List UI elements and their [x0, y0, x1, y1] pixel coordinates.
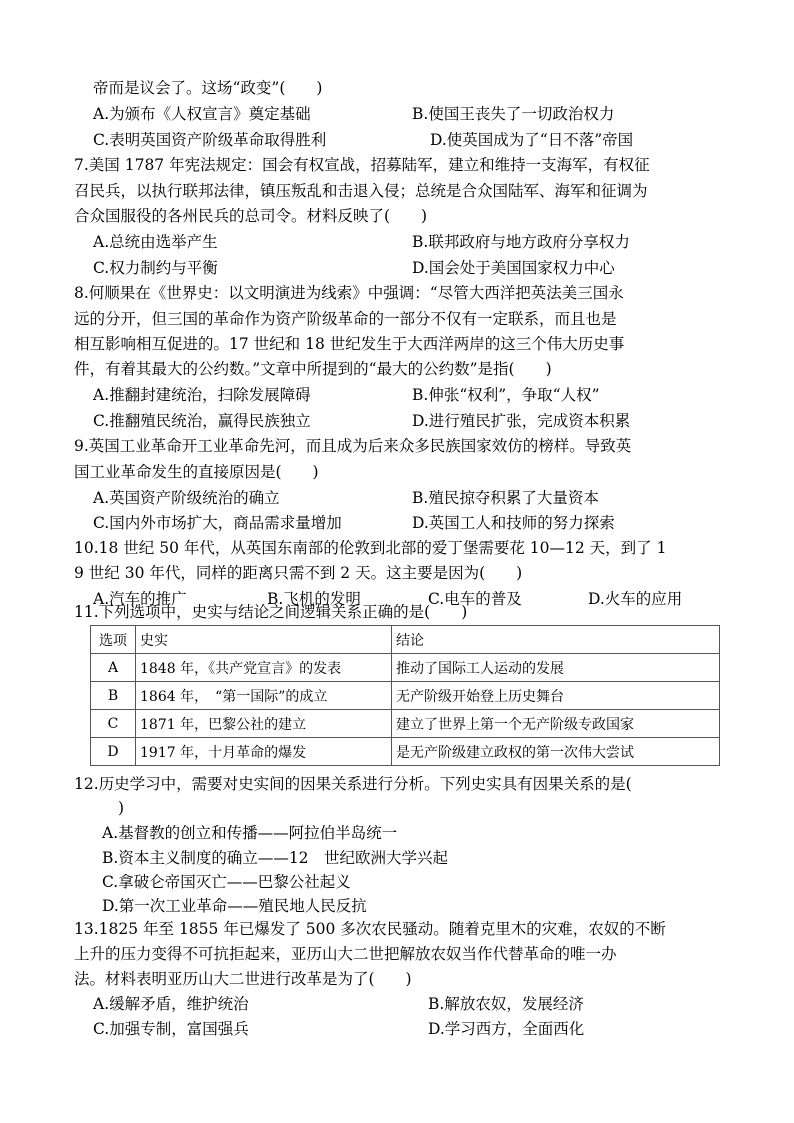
table-cell-option: B: [91, 682, 136, 710]
q7-option-b[interactable]: B.联邦政府与地方政府分享权力: [412, 233, 630, 251]
table-cell-fact: 1917 年，十月革命的爆发: [136, 738, 392, 766]
q12-stem-line-2: ): [118, 799, 125, 817]
table-header-cell: 结论: [392, 626, 720, 654]
table-cell-option: A: [91, 654, 136, 682]
q12-option-c[interactable]: C.拿破仑帝国灭亡——巴黎公社起义: [102, 873, 351, 891]
table-header-cell: 选项: [91, 626, 136, 654]
q8-stem-line-4: 件，有着其最大的公约数。”文章中所提到的“最大的公约数”是指( ): [74, 360, 552, 378]
table-row[interactable]: [91, 738, 720, 766]
q13-stem-line-2: 上升的压力变得不可抗拒起来，亚历山大二世把解放农奴当作代替革命的唯一办: [74, 945, 617, 963]
q7-stem-line-3: 合众国服役的各州民兵的总司令。材料反映了( ): [74, 207, 428, 225]
q10-stem-line-2: 9 世纪 30 年代，同样的距离只需不到 2 天。这主要是因为( ): [74, 564, 523, 582]
q6-option-d[interactable]: D.使英国成为了“日不落”帝国: [430, 131, 634, 149]
q6-option-a[interactable]: A.为颁布《人权宣言》奠定基础: [93, 105, 311, 123]
q7-option-a[interactable]: A.总统由选举产生: [93, 233, 218, 251]
q10-option-a[interactable]: A.汽车的推广: [93, 590, 187, 608]
q9-option-c[interactable]: C.国内外市场扩大，商品需求量增加: [93, 514, 342, 532]
q12-stem-line-1: 12.历史学习中，需要对史实间的因果关系进行分析。下列史实具有因果关系的是(: [74, 775, 632, 793]
table-cell-option: D: [91, 738, 136, 766]
table-row[interactable]: [91, 654, 720, 682]
table-cell-fact: 1871 年，巴黎公社的建立: [136, 710, 392, 738]
table-cell-fact: 1864 年， “第一国际”的成立: [136, 682, 392, 710]
q9-option-d[interactable]: D.英国工人和技师的努力探索: [412, 514, 615, 532]
q6-option-b[interactable]: B.使国王丧失了一切政治权力: [412, 105, 615, 123]
q9-option-b[interactable]: B.殖民掠夺积累了大量资本: [412, 489, 599, 507]
q13-option-c[interactable]: C.加强专制，富国强兵: [93, 1020, 249, 1038]
q8-option-c[interactable]: C.推翻殖民统治，赢得民族独立: [93, 412, 311, 430]
q13-stem-line-3: 法。材料表明亚历山大二世进行改革是为了( ): [74, 970, 412, 988]
table-cell-option: C: [91, 710, 136, 738]
table-cell-conclusion: 推动了国际工人运动的发展: [392, 654, 720, 682]
q8-option-a[interactable]: A.推翻封建统治，扫除发展障碍: [93, 386, 311, 404]
q10-option-b[interactable]: B.飞机的发明: [267, 590, 361, 608]
q12-option-a[interactable]: A.基督教的创立和传播——阿拉伯半岛统一: [102, 824, 398, 842]
q8-option-b[interactable]: B.伸张“权利”，争取“人权”: [412, 386, 600, 404]
q9-stem-line-1: 9.英国工业革命开工业革命先河，而且成为后来众多民族国家效仿的榜样。导致英: [74, 437, 632, 455]
q13-option-b[interactable]: B.解放农奴，发展经济: [428, 995, 584, 1013]
q7-option-c[interactable]: C.权力制约与平衡: [93, 259, 218, 277]
q9-option-a[interactable]: A.英国资产阶级统治的确立: [93, 489, 280, 507]
q8-stem-line-1: 8.何顺果在《世界史：以文明演进为线索》中强调：“尽管大西洋把英法美三国永: [74, 284, 624, 302]
q12-option-d[interactable]: D.第一次工业革命——殖民地人民反抗: [102, 897, 367, 915]
q8-stem-line-2: 远的分开，但三国的革命作为资产阶级革命的一部分不仅有一定联系，而且也是: [74, 310, 617, 328]
table-cell-conclusion: 无产阶级开始登上历史舞台: [392, 682, 720, 710]
q13-option-d[interactable]: D.学习西方，全面西化: [428, 1020, 585, 1038]
table-row[interactable]: [91, 682, 720, 710]
q7-stem-line-1: 7.美国 1787 年宪法规定：国会有权宣战，招募陆军，建立和维持一支海军，有权征: [74, 156, 650, 174]
q8-stem-line-3: 相互影响相互促进的。17 世纪和 18 世纪发生于大西洋两岸的这三个伟大历史事: [74, 335, 625, 353]
q10-option-d[interactable]: D.火车的应用: [588, 590, 683, 608]
q7-option-d[interactable]: D.国会处于美国国家权力中心: [412, 259, 615, 277]
q8-option-d[interactable]: D.进行殖民扩张，完成资本积累: [412, 412, 631, 430]
table-header-cell: 史实: [136, 626, 392, 654]
q6-stem: 帝而是议会了。这场“政变”( ): [93, 79, 323, 97]
q10-option-c[interactable]: C.电车的普及: [428, 590, 522, 608]
table-cell-conclusion: 建立了世界上第一个无产阶级专政国家: [392, 710, 720, 738]
table-row[interactable]: [91, 710, 720, 738]
table-cell-conclusion: 是无产阶级建立政权的第一次伟大尝试: [392, 738, 720, 766]
q13-option-a[interactable]: A.缓解矛盾，维护统治: [93, 995, 249, 1013]
q13-stem-line-1: 13.1825 年至 1855 年已爆发了 500 多次农民骚动。随着克里木的灾难，农奴的不断: [74, 920, 666, 938]
q7-stem-line-2: 召民兵，以执行联邦法律，镇压叛乱和击退入侵；总统是合众国陆军、海军和征调为: [74, 182, 648, 200]
q6-option-c[interactable]: C.表明英国资产阶级革命取得胜利: [93, 131, 327, 149]
q9-stem-line-2: 国工业革命发生的直接原因是( ): [74, 463, 319, 481]
q11-table: [90, 625, 720, 766]
table-header-row: [91, 626, 720, 654]
q11-stem: 11.下列选项中，史实与结论之间逻辑关系正确的是( ): [74, 603, 468, 621]
q12-option-b[interactable]: B.资本主义制度的确立——12 世纪欧洲大学兴起: [102, 849, 449, 867]
q10-stem-line-1: 10.18 世纪 50 年代，从英国东南部的伦敦到北部的爱丁堡需要花 10—12 天，到了 1: [74, 539, 667, 557]
table-cell-fact: 1848 年，《共产党宣言》的发表: [136, 654, 392, 682]
